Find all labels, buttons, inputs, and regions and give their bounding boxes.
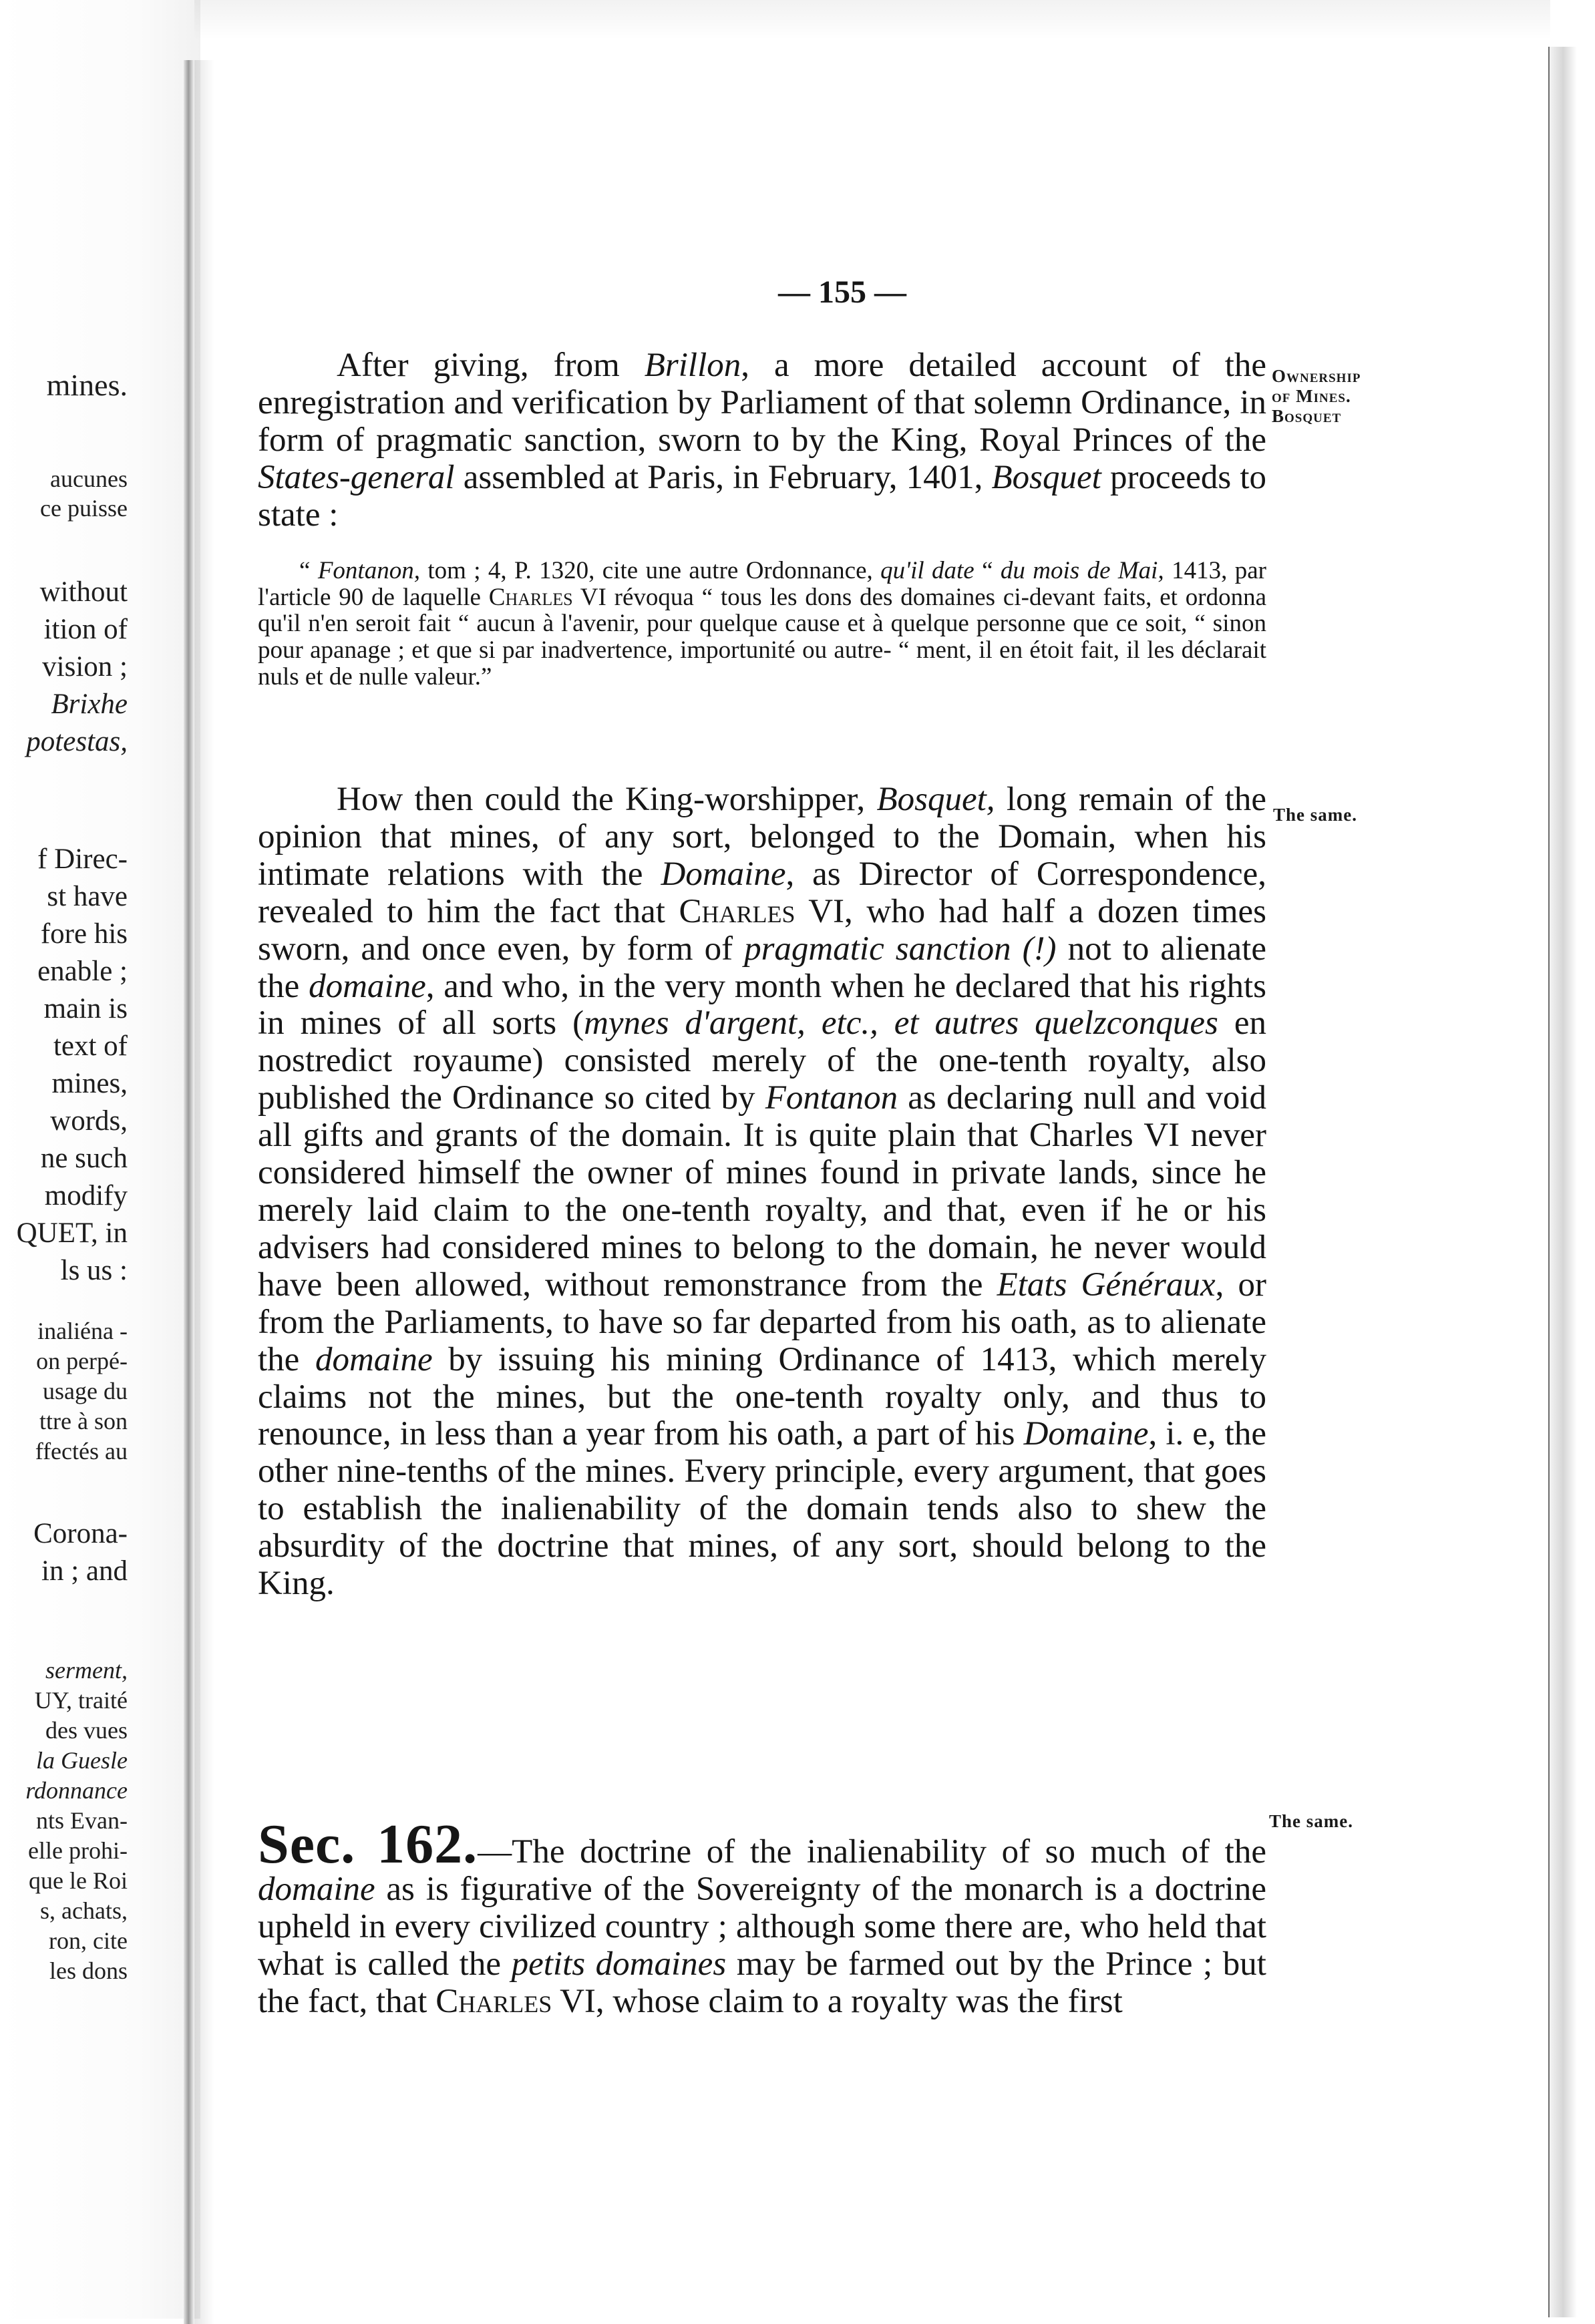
facing-page-line: st have [47, 881, 128, 912]
facing-page-line: mines. [46, 368, 128, 402]
text-run: proceeds to state : [258, 458, 1266, 534]
text-run: , i. e, the other nine-tenths of the mines. Every principle, every argument, that goes to establish the inalienability of the domain tends also to shew the absurdity of the doctrine that mines, of any sort, should belong to the King. [258, 1415, 1266, 1603]
facing-page-line: inaliéna - [37, 1318, 128, 1344]
page-edge-strip [1550, 47, 1595, 2317]
text-run: as declaring null and void all gifts and grants of the domain. It is quite plain that Charles VI never considered himself the owner of mines found in private lands, since he merely laid claim to the one-tenth royalty, and that, even if he or his advisers had considered mines to belong to the domain, he never would have been allowed, without remonstrance from the [258, 1079, 1266, 1304]
italic-run: Bosquet [991, 458, 1101, 496]
page-number: — 155 — [778, 274, 906, 310]
facing-page-line: in ; and [41, 1555, 128, 1587]
facing-page-line: ce puisse [40, 495, 128, 522]
italic-run: Fontanon [765, 1079, 898, 1117]
facing-page-line: without [39, 576, 128, 608]
paragraph-2 [258, 781, 1266, 1603]
facing-page-line: f Direc- [37, 843, 128, 875]
italic-run: du mois de Mai, [1000, 557, 1164, 584]
text-run: assembled at Paris, in February, 1401, [454, 458, 992, 496]
margin-note-line: of Mines. [1272, 386, 1351, 406]
text-run: en nostredict royaume) consisted merely of the one-tenth royalty, also published the Ordinance so cited by [258, 1004, 1267, 1117]
italic-run: Domaine [661, 855, 786, 893]
text-run: How then could the King-worshipper, [337, 781, 877, 818]
small-caps-run: Charles [679, 892, 795, 930]
facing-page-line: fore his [40, 918, 128, 950]
facing-page-line: enable ; [37, 956, 128, 987]
facing-page-line: des vues [45, 1717, 128, 1744]
italic-run: petits domaines [511, 1945, 727, 1983]
italic-run: Bosquet, [876, 781, 995, 818]
text-run: may be farmed out by the Prince ; but the fact, that [258, 1945, 1266, 2020]
text-run: by issuing his mining Ordinance of 1413, which merely claims not the mines, but the one-tenth royalty only, and thus to renounce, in less than a year from his oath, a part of his [258, 1340, 1266, 1453]
facing-page-line: usage du [43, 1378, 128, 1404]
italic-run: domaine [309, 967, 426, 1005]
facing-page-line: elle prohi- [28, 1837, 128, 1864]
facing-page-line: words, [50, 1105, 128, 1137]
spine-shadow [194, 60, 214, 2324]
margin-note-same-1: The same. [1273, 805, 1357, 825]
margin-note-line: Ownership [1272, 366, 1361, 386]
italic-run: Etats Généraux [997, 1266, 1216, 1304]
section-162-paragraph [258, 1813, 1266, 2021]
margin-note-ownership [1272, 366, 1361, 426]
italic-run: pragmatic sanction (!) [744, 930, 1057, 968]
facing-page-line: ls us : [60, 1255, 128, 1286]
text-run: “ [974, 557, 1001, 584]
italic-run: Domaine [1023, 1415, 1149, 1453]
facing-page-line: text of [53, 1030, 128, 1062]
book-spine [184, 60, 194, 2324]
facing-page-line: nts Evan- [36, 1807, 128, 1834]
facing-page-line: UY, traité [34, 1687, 128, 1714]
top-shadow [194, 0, 1550, 40]
facing-page-line: modify [44, 1180, 128, 1211]
facing-page-line: vision ; [42, 651, 128, 683]
facing-page-line: ition of [43, 614, 128, 645]
text-run: , and who, in the very month when he declared that his rights in mines of all sorts ( [258, 967, 1266, 1042]
text-run: VI, whose claim to a royalty was the first [552, 1982, 1123, 2020]
facing-page-line: aucunes [50, 465, 128, 492]
facing-page-line: serment, [45, 1657, 128, 1684]
facing-page-line: les dons [49, 1957, 128, 1984]
text-run: not to alienate the [258, 930, 1266, 1005]
facing-page-text [0, 0, 184, 2319]
facing-page-line: potestas, [26, 726, 128, 757]
text-run: , a more detailed account of the enregistration and verification by Parliament of that solemn Ordinance, in form of pragmatic sanction, sworn to by the King, Royal Princes of the [258, 347, 1267, 459]
facing-page-line: s, achats, [40, 1897, 128, 1924]
text-run: , or from the Parliaments, to have so far departed from his oath, as to alienate the [258, 1266, 1266, 1378]
italic-run: States-general [258, 458, 455, 496]
block-quote [258, 558, 1266, 691]
text-run: , as Director of Correspondence, revealed to him the fact that [258, 855, 1266, 930]
text-run: VI révoqua “ tous les dons des domaines ci-devant faits, et ordonna qu'il n'en seroit fait “ aucun à l'avenir, pour quelque cause et à quelque personne que ce soit, “ sinon pour apanage ; et que si par inadvertence, importunité ou autre- “ ment, il en étoit fait, il les déclarait nuls et de nulle valeur.” [258, 583, 1267, 691]
text-run: tom ; 4, P. 1320, cite une autre Ordonnance, [419, 557, 881, 584]
facing-page-line: on perpé- [36, 1348, 128, 1374]
facing-page-line: rdonnance [25, 1777, 128, 1804]
italic-run: Brillon [644, 347, 741, 384]
small-caps-run: Charles [488, 583, 573, 611]
small-caps-run: Charles [435, 1982, 552, 2020]
text-run: VI, who had half a dozen times sworn, and once even, by form of [258, 892, 1266, 968]
paragraph-1 [258, 347, 1266, 534]
italic-run: domaine [315, 1340, 433, 1378]
section-heading: Sec. 162. [258, 1813, 478, 1875]
facing-page-line: mines, [51, 1068, 128, 1099]
facing-page-line: la Guesle [36, 1747, 128, 1774]
margin-note-line: Bosquet [1272, 406, 1342, 426]
text-run: —The doctrine of the inalienability of so much of the [478, 1833, 1266, 1871]
text-run: After giving, from [337, 347, 645, 384]
italic-run: mynes d'argent, etc., et autres quelzconques [584, 1004, 1218, 1042]
text-run: long remain of the opinion that mines, of any sort, belonged to the Domain, when his intimate relations with the [258, 781, 1266, 893]
facing-page-line: Brixhe [51, 689, 128, 720]
text-run: as is figurative of the Sovereignty of the monarch is a doctrine upheld in every civilized country ; although some there are, who held that what is called the [258, 1870, 1266, 1983]
text-run: “ [299, 557, 318, 584]
facing-page-line: ron, cite [49, 1927, 128, 1954]
facing-page-line: ne such [40, 1143, 128, 1174]
facing-page-line: ffectés au [35, 1438, 128, 1465]
facing-page-line: que le Roi [29, 1867, 128, 1894]
margin-note-same-2: The same. [1269, 1811, 1353, 1831]
facing-page-line: ttre à son [39, 1408, 128, 1434]
text-run: 1413, par l'article 90 de laquelle [258, 557, 1266, 611]
facing-page-line: QUET, in [16, 1217, 128, 1249]
italic-run: domaine [258, 1870, 375, 1908]
facing-page-line: Corona- [33, 1518, 128, 1549]
italic-run: Fontanon, [317, 557, 420, 584]
facing-page-line: main is [43, 993, 128, 1024]
italic-run: qu'il date [880, 557, 974, 584]
